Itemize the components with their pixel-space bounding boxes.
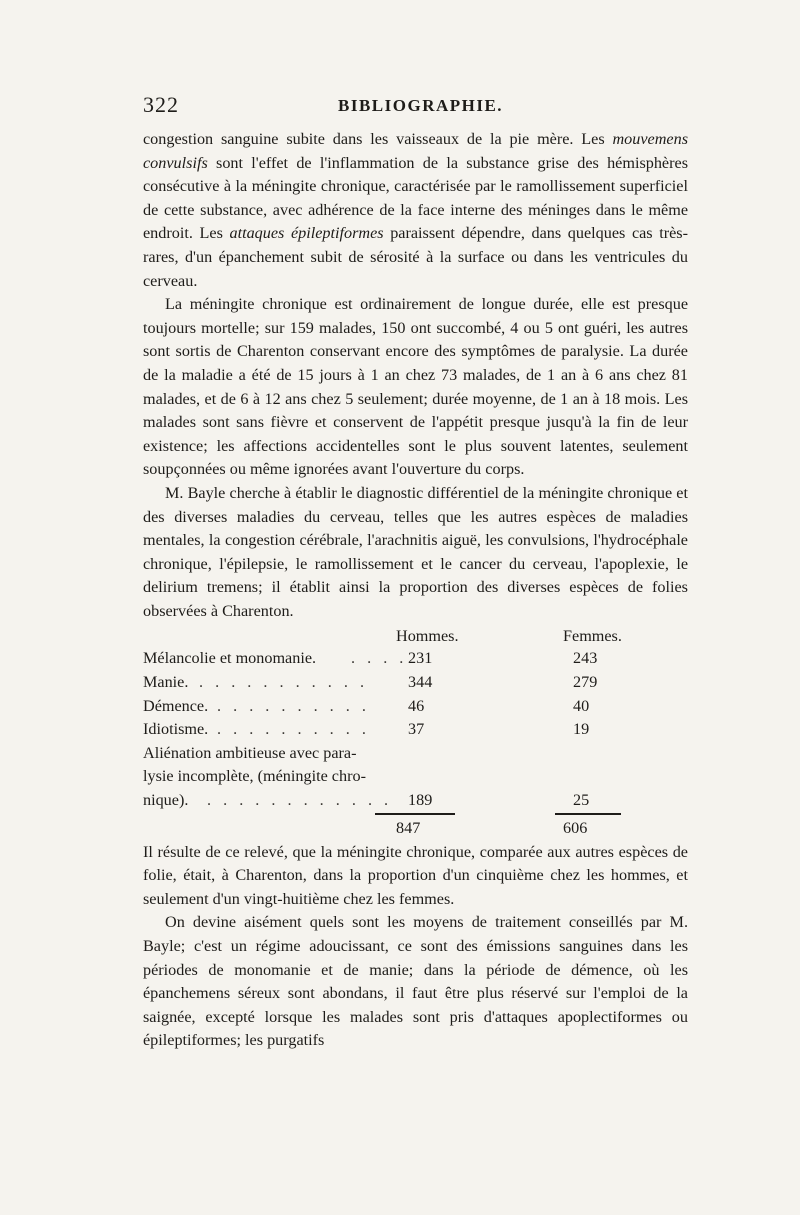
leader-dots: . . . . . . . . . . [217,720,370,739]
table-row [143,647,688,671]
row-value-women: 25 [573,791,590,810]
row-value-men: 37 [408,720,425,739]
paragraph-1-italic-a: mouvemens convulsifs [143,130,688,172]
paragraph-1 [143,128,688,293]
row-value-women: 19 [573,720,590,739]
row-label: lysie incomplète, (méningite chro- [143,767,366,786]
column-header-women: Femmes. [563,627,622,646]
page-number: 322 [143,92,179,117]
paragraph-5: On devine aisément quels sont les moyens de traitement conseillés par M. Bayle; c'est un régime adoucissant, ce sont des émissions sanguines dans les périodes de monomanie et de manie; dans la période de démence, où les épanchemens séreux sont abondans, il faut être plus réservé sur l'emploi de la saignée, excepté lorsque les malades sont pris d'attaques apoplectiformes ou épileptiformes; les purgatifs [143,913,688,1050]
row-label: nique). [143,791,189,810]
row-value-women: 243 [573,649,598,668]
row-label: Mélancolie et monomanie. [143,649,317,668]
leader-dots: . . . . . . . . . . . . [207,791,393,810]
table-row [143,742,688,766]
row-value-women: 279 [573,673,598,692]
table-header [143,625,688,647]
row-value-men: 231 [408,649,433,668]
row-label: Idiotisme. [143,720,209,739]
row-value-men: 46 [408,696,425,715]
table-row [143,789,688,813]
paragraph-1-italic-b: attaques épileptiformes [229,224,384,243]
leader-dots: . . . . [351,649,408,668]
table-row [143,718,688,742]
table-totals [143,817,688,841]
row-label: Manie. [143,673,189,692]
row-value-women: 40 [573,696,590,715]
table-row [143,765,688,789]
paragraph-2: La méningite chronique est ordinairement de longue durée, elle est presque toujours mortelle; sur 159 malades, 150 ont succombé, 4 ou 5 ont guéri, les autres sont sortis de Charenton conservant encore des symptômes de paralysie. La durée de la maladie a été de 15 jours à 1 an chez 73 malades, de 1 an à 6 ans chez 81 malades, et de 6 à 12 ans chez 5 seulement; durée moyenne, de 1 an à 18 mois. Les malades sont sans fièvre et conservent de l'appétit presque jusqu'à la fin de leur existence; les affections accidentelles sont le plus souvent latentes, seulement soupçonnées ou même ignorées avant l'ouverture du corps. [143,295,688,479]
total-rule-men [375,813,455,815]
paragraph-3: M. Bayle cherche à établir le diagnostic différentiel de la méningite chronique et des diverses maladies du cerveau, telles que les autres espèces de maladies mentales, la congestion cérébrale, l'arachnitis aiguë, les convulsions, l'hydrocéphale chronique, l'épilepsie, le ramollissement et le cancer du cerveau, l'apoplexie, le delirium tremens; il établit ainsi la proportion des diverses espèces de folies observées à Charenton. [143,483,688,620]
table-row [143,671,688,695]
paragraph-1-text-a: congestion sanguine subite dans les vaisseaux de la pie mère. Les [143,130,613,148]
row-value-men: 189 [408,791,433,810]
row-value-men: 344 [408,673,433,692]
row-label: Démence. [143,696,209,715]
leader-dots: . . . . . . . . . . . [199,673,368,692]
paragraph-4: Il résulte de ce relevé, que la méningite chronique, comparée aux autres espèces de folie, était, à Charenton, dans la proportion d'un cinquième chez les hommes, et seulement d'un vingt-huitième chez les femmes. [143,842,688,908]
column-header-men: Hommes. [396,627,459,646]
table-row [143,695,688,719]
total-rule-women [555,813,621,815]
total-men: 847 [396,818,421,837]
running-head: BIBLIOGRAPHIE. [338,96,504,115]
page-header [143,92,688,128]
leader-dots: . . . . . . . . . . [217,696,370,715]
statistics-table [143,625,688,840]
row-label: Aliénation ambitieuse avec para- [143,743,357,762]
paragraph-1-text-c: paraissent dépendre, dans quelques cas très-rares, d'un épanchement subit de sérosité à la surface ou dans les ventricules du cerveau. [143,224,688,290]
total-women: 606 [563,818,588,837]
paragraph-1-text-b: sont l'effet de l'inflammation de la substance grise des hémisphères consécutive à la méningite chronique, caractérisée par le ramollissement superficiel de cette substance, avec adhérence de la face interne des méninges dans le même endroit. Les [143,153,688,243]
